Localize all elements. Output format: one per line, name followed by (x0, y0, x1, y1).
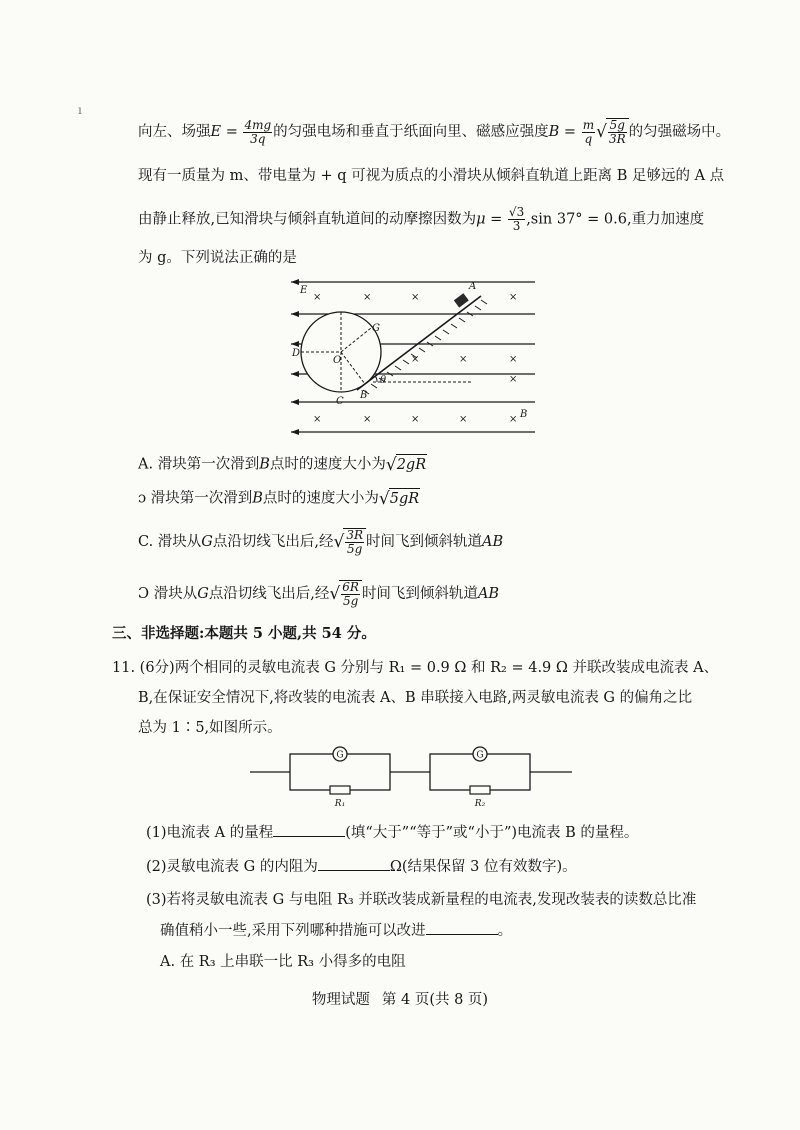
resistor-R1 (330, 786, 350, 794)
resistor-label-R2: R₂ (474, 799, 486, 809)
angle-arc (375, 376, 377, 382)
q11-part-1 (146, 822, 638, 843)
arrow-left-icon (291, 341, 299, 347)
label-B: B (360, 390, 368, 401)
radical-sign: √ (385, 454, 397, 475)
circuit-diagram (250, 744, 575, 812)
var-G: G (197, 586, 209, 602)
question-text-line-3 (138, 206, 704, 233)
text-segment: 的匀强磁场中。 (628, 124, 731, 140)
fraction-B (582, 119, 595, 146)
text-segment: 的匀强电场和垂直于纸面向里、磁感应强度 (273, 124, 549, 140)
fraction-numerator: m (582, 117, 595, 132)
equals-sign: = (559, 124, 581, 140)
text-segment: (1)电流表 A 的量程 (146, 825, 274, 841)
fraction-denominator: 5g (342, 594, 359, 608)
label-A: A (469, 281, 477, 292)
text-segment: 点时的速度大小为 (269, 456, 386, 473)
option-d (138, 580, 499, 608)
resistor-label-R1: R₁ (334, 799, 346, 809)
question-text-line-1 (138, 118, 730, 146)
magnetic-cross: × (411, 354, 420, 365)
arrow-left-icon (291, 311, 299, 317)
question-text-line-2: 现有一质量为 m、带电量为 + q 可视为质点的小滑块从倾斜直轨道上距离 B 足够远的 A 点 (138, 168, 725, 184)
stray-mark: ı (78, 103, 82, 117)
fraction-numerator: 4mg (244, 117, 272, 132)
text-segment: 点时的速度大小为 (262, 490, 379, 507)
q11-part-3-line-2 (160, 920, 512, 941)
label-G: G (372, 323, 380, 334)
arrow-left-icon (291, 429, 299, 435)
radicand (606, 118, 629, 146)
magnetic-cross: × (459, 414, 468, 425)
slider-block (454, 293, 469, 307)
magnetic-cross: × (313, 292, 322, 303)
radicand (339, 580, 362, 608)
radical-sign: √ (333, 532, 345, 552)
text-segment: 由静止释放,已知滑块与倾斜直轨道间的动摩擦因数为 (138, 211, 477, 228)
magnetic-cross: × (411, 292, 420, 303)
q11-line-3: 总为 1∶5,如图所示。 (138, 720, 282, 736)
option-b (138, 488, 420, 509)
arrow-left-icon (291, 399, 299, 405)
fraction-denominator: 3R (608, 132, 626, 146)
magnetic-cross: × (363, 414, 372, 425)
page-footer (0, 988, 800, 1009)
text-segment: ,sin 37° = 0.6,重力加速度 (526, 211, 705, 228)
field-diagram (283, 276, 543, 442)
text-segment: (2)灵敏电流表 G 的内阻为 (146, 859, 318, 875)
footer-subject: 物理试题 (311, 992, 370, 1008)
answer-blank[interactable] (426, 920, 498, 935)
magnetic-cross: × (509, 374, 518, 385)
text-segment: 时间飞到倾斜轨道 (366, 534, 483, 550)
resistor-R2 (470, 786, 490, 794)
q11-part-3-line-1: (3)若将灵敏电流表 G 与电阻 R₃ 并联改装成新量程的电流表,发现改装表的读数总比准 (146, 892, 697, 908)
answer-blank[interactable] (318, 856, 390, 871)
text-segment: 时间飞到倾斜轨道 (361, 586, 478, 602)
footer-page-number: 第 4 页(共 8 页) (381, 992, 489, 1008)
q11-line-1: 11. (6分)两个相同的灵敏电流表 G 分别与 R₁ = 0.9 Ω 和 R₂ = 4.9 Ω 并联改装成电流表 A、 (112, 660, 719, 676)
option-a (138, 454, 427, 475)
label-O: O (333, 355, 342, 366)
answer-blank[interactable] (273, 822, 345, 837)
galvanometer-label: G (476, 750, 484, 761)
fraction-denominator: 3q (250, 131, 266, 146)
fraction-denominator: q (584, 131, 593, 146)
text-segment: ɔ 滑块第一次滑到 (138, 490, 253, 507)
var-B: B (548, 124, 560, 140)
option-c (138, 528, 503, 556)
radical-sign: √ (329, 584, 341, 604)
equals-sign: = (485, 211, 507, 228)
text-segment: 确值稍小一些,采用下列哪种措施可以改进 (160, 923, 426, 939)
radicand: 2gR (396, 454, 427, 475)
q11-line-2: B,在保证安全情况下,将改装的电流表 A、B 串联接入电路,两灵敏电流表 G 的偏角之比 (138, 690, 693, 706)
fraction-denominator: 3 (512, 219, 521, 233)
fraction-E (243, 119, 272, 146)
label-C: C (336, 396, 344, 407)
arrow-left-icon (291, 371, 299, 377)
var-G: G (201, 534, 213, 550)
radicand: 5gR (389, 488, 420, 509)
fraction-time (341, 581, 360, 608)
var-mu: μ (476, 211, 486, 228)
var-B: B (259, 456, 270, 473)
var-E: E (210, 124, 222, 140)
radical-sign: √ (596, 122, 607, 142)
magnetic-cross: × (509, 414, 518, 425)
radicand (343, 528, 366, 556)
magnetic-cross: × (411, 414, 420, 425)
text-segment: 向左、场强 (138, 124, 211, 140)
q11-part-3-option-a: A. 在 R₃ 上串联一比 R₃ 小得多的电阻 (160, 954, 406, 970)
var-B: B (252, 490, 263, 507)
arrow-left-icon (291, 279, 299, 285)
text-segment: 点沿切线飞出后,经 (208, 586, 330, 602)
label-B-right: B (520, 409, 528, 420)
fraction-numerator: 5g (609, 118, 625, 132)
question-text-line-4: 为 g。下列说法正确的是 (138, 250, 297, 266)
text-segment: Ω(结果保留 3 位有效数字)。 (389, 859, 577, 875)
fraction-numerator: √3 (508, 205, 525, 219)
text-segment: C. 滑块从 (138, 534, 202, 550)
label-D: D (292, 348, 301, 359)
radical-sign: √ (378, 488, 390, 509)
magnetic-cross: × (509, 292, 518, 303)
text-segment: 点沿切线飞出后,经 (212, 534, 334, 550)
text-segment: Ɔ 滑块从 (138, 586, 198, 602)
fraction-radicand (608, 119, 627, 146)
magnetic-cross: × (459, 354, 468, 365)
text-segment: A. 滑块第一次滑到 (138, 456, 260, 473)
section-heading: 三、非选择题:本题共 5 小题,共 54 分。 (112, 625, 376, 642)
q11-part-2 (146, 856, 577, 877)
text-segment: 。 (497, 923, 513, 939)
fraction-numerator: 6R (342, 580, 359, 594)
magnetic-cross: × (363, 292, 372, 303)
var-AB: AB (477, 586, 500, 602)
equals-sign: = (221, 124, 243, 140)
magnetic-cross: × (313, 414, 322, 425)
fraction-denominator: 5g (347, 542, 363, 556)
magnetic-cross: × (509, 354, 518, 365)
galvanometer-label: G (336, 750, 344, 761)
var-AB: AB (482, 534, 504, 550)
fraction-mu (508, 206, 525, 233)
label-theta: θ (380, 375, 387, 386)
label-E: E (300, 285, 308, 296)
fraction-time (345, 529, 364, 556)
text-segment: (填“大于”“等于”或“小于”)电流表 B 的量程。 (345, 825, 639, 841)
fraction-numerator: 3R (346, 528, 364, 542)
